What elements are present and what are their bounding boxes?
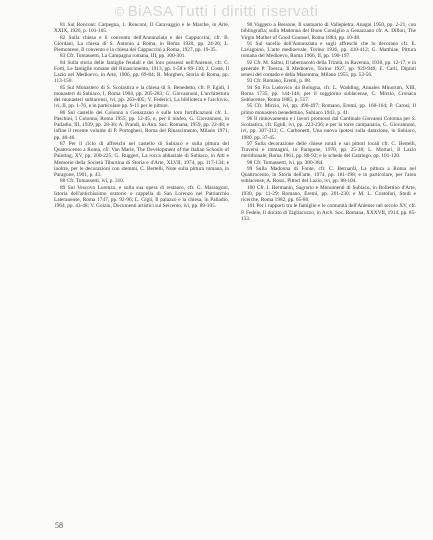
footnote: 85 Sul Monastero di S. Scolastica e la chiesa di S. Benedetto, cfr. P. Egidi, I monasteri di Subiaco, I, Roma 1904, pp. 205-283; G. Giovannoni, L'architettura dei monasteri sublacensi, ivi, pp. 263-405; V. Federici, La biblioteca e l'archivio, ivi, II, pp. 1-76, e in particolare pp. 9-11 per le pitture.: [54, 84, 229, 110]
footnote: 87 Per il ciclo di affreschi nel castello di Subiaco e sulla pittura del Quattrocento a Roma, cfr. Van Marle, The Development of the Italian Schools of Painting, XV, pp. 200-225; G. Ruggeri, La rocca abbaziale di Subiaco, in Atti e Memorie della Società Tiburtina di Storia e d'Arte, XLVII, 1974, pp. 117-134; e inoltre, per le decorazioni con stemmi, C. Bertelli, Note sulla pittura romana, in Paragone, 1961, p. 43.: [54, 140, 229, 178]
footnote: 86 Sul castello dei Colonna a Genazzano e sulle loro fortificazioni cfr. L. Paschini, I Colonna, Roma 1955, pp. 12-45, e, per il ninfeo, G. Giovannoni, in Palladio, III, 1939, pp. 28-36; A. Prandi, in Ann. Soc. Romana, 1959, pp. 22-48; e infine il recente volume di P. Portoghesi, Roma del Rinascimento, Milano 1971, pp. 40-46.: [54, 109, 229, 141]
footnote: 89 Sul Vescovo Lorenzo, e sulla sua opera di restauro, cfr. G. Marangoni, Istoria dell'antichissimo oratorio o cappella di San Lorenzo nel Patriarchio Lateranense, Roma 1747, pp. 92-96; L. Gigli, Il palazzo e la chiesa, in Palladio, 1964, pp. 43-48; V. Golzio, Documenti artistici sul Seicento, ivi, pp. 89-105.: [54, 184, 229, 210]
footnote: 95 Cfr. Mirzio, ivi, pp. 490-497; Romano, Eremi, pp. 160-164; P. Carosi, Il primo monastero benedettino, Subiaco 1943, p. 41.: [241, 103, 416, 116]
footnote: 98 Cfr. Tomassetti, ivi, pp. 380-384.: [247, 159, 324, 166]
copyright-symbol: ©: [114, 3, 125, 19]
footnote: 94 Su Fra Ludovico da Bologna, cfr. L. Wadding, Annales Minorum, XIII, Roma 1735, pp. 144-146; per il soggiorno sublacense, C. Mirzio, Cronaca Sublacense, Roma 1885, p. 517.: [241, 84, 416, 103]
footnote: 91 Sul sacello dell'Annunziata e sugli affreschi che lo decorano cfr. E. Lavagnino, L'arte medioevale, Torino 1936, pp. 410-412; G. Matthiae, Pittura romana del Medioevo, Roma 1966, II, pp. 190-197.: [241, 40, 416, 60]
page-body: [54, 22, 416, 508]
footnote: 82 Sulla chiesa e il convento dell'Annunziata e dei Cappuccini, cfr. B. Giordani, La chiesa di S. Antonio a Roma, in Roma 1920, pp. 24-26; L. Piemontese, Il convento e la chiesa dei Cappuccini a Roma, 1927, pp. 19-35.: [54, 34, 229, 53]
footnote: 90 Vaggero a Bessone, Il santuario di Vallepietra, Anagni 1950, pp. 2-21, con bibliografia; sulla Madonna del Buon Consiglio a Genazzano cfr. A. Dillon, The Virgin Mother of Good Counsel, Roma 1884, pp. 10-48.: [241, 22, 416, 41]
page-number: 58: [55, 521, 63, 530]
watermark-banner: [0, 0, 433, 22]
footnote: 84 Sulla storia delle famiglie feudali e dei loro possessi nell'Aniense, cfr. C. Forti, Le famiglie romane del Rinascimento, 1913, pp. 1-58 e 89-130; J. Coste, Il Lazio nel Medioevo, in Arte, 1906, pp. 69-84; R. Morghen, Storia di Roma, pp. 113-150.: [54, 59, 229, 85]
footnote: 101 Per i rapporti tra le famiglie e le comunità dell'Aniense nel secolo XV, cfr. P. Fedele, Il ducato di Tagliacozzo, in Arch. Soc. Romana, XXXVII, 1914, pp. 85-133.: [241, 203, 416, 222]
footnote: 83 Cfr. Tomassetti, La Campagna romana, III, pp. 300-301.: [60, 53, 186, 60]
footnote: 93 Cfr. Romano, Eremi, p. 88.: [247, 78, 312, 85]
footnote: 81 Sul Ronconi: Carpegna, 1. Ronconi, Il Caravaggio e le Marche, in Arte, XXIX, 1926, p. 101-105.: [54, 22, 229, 35]
footnote: 96 Il rinnovamento e i lavori promossi dal Cardinale Giovanni Colonna per S. Scolastica, cfr. Egidi, ivi, pp. 223-236; e per la torre campanaria, G. Giovannoni, ivi, pp. 307-312; C. Carbonetti, Una nuova ipotesi sulla datazione, in Subiaco, 1980, pp. 37-45.: [241, 115, 416, 141]
footnote: 88 Cfr. Tomassetti, ivi, p. 310.: [60, 178, 125, 185]
watermark-text: BiASA Tutti i diritti riservati: [127, 2, 319, 20]
footnotes-right-column: [241, 22, 416, 508]
footnote: 100 Cfr. I. Hermanin, Sagrario e Monumenti di Subiaco, in Bollettino d'Arte, 1930, pp. 11-29; Romano, Eremi, pp. 201-230; e M. L. Cristofari, Studi e ricerche, Roma 1982, pp. 65-80.: [241, 184, 416, 203]
footnotes-left-column: [54, 22, 229, 508]
footnote: 99 Sulla Madonna di Fonte, cfr. C. Bernardi, La pittura a Roma nel Quattrocento, in Storia dell'arte, 1974, pp. 181-198; e in particolare, per l'area sublacense, A. Rossi, Pittori del Lazio, ivi, pp. 88-104.: [241, 165, 416, 185]
footnote: 97 Sulla decorazione delle chiese rurali e sui pittori locali cfr. C. Bertelli, Traversi e immagini, in Paragone, 1970, pp. 25-38; L. Mortari, Il Lazio meridionale, Roma 1961, pp. 80-92; e le schede del Catalogo, pp. 101-120.: [241, 140, 416, 160]
footnote: 92 Cfr. M. Salmi, Il tabernacolo della Trinità, in Ravenna, 1930, pp. 12-17; e in generale P. Toesca, Il Medioevo, Torino 1927, pp. 929-940; E. Carli, Dipinti senesi del contado e della Maremma, Milano 1955, pp. 53-56.: [241, 59, 416, 78]
